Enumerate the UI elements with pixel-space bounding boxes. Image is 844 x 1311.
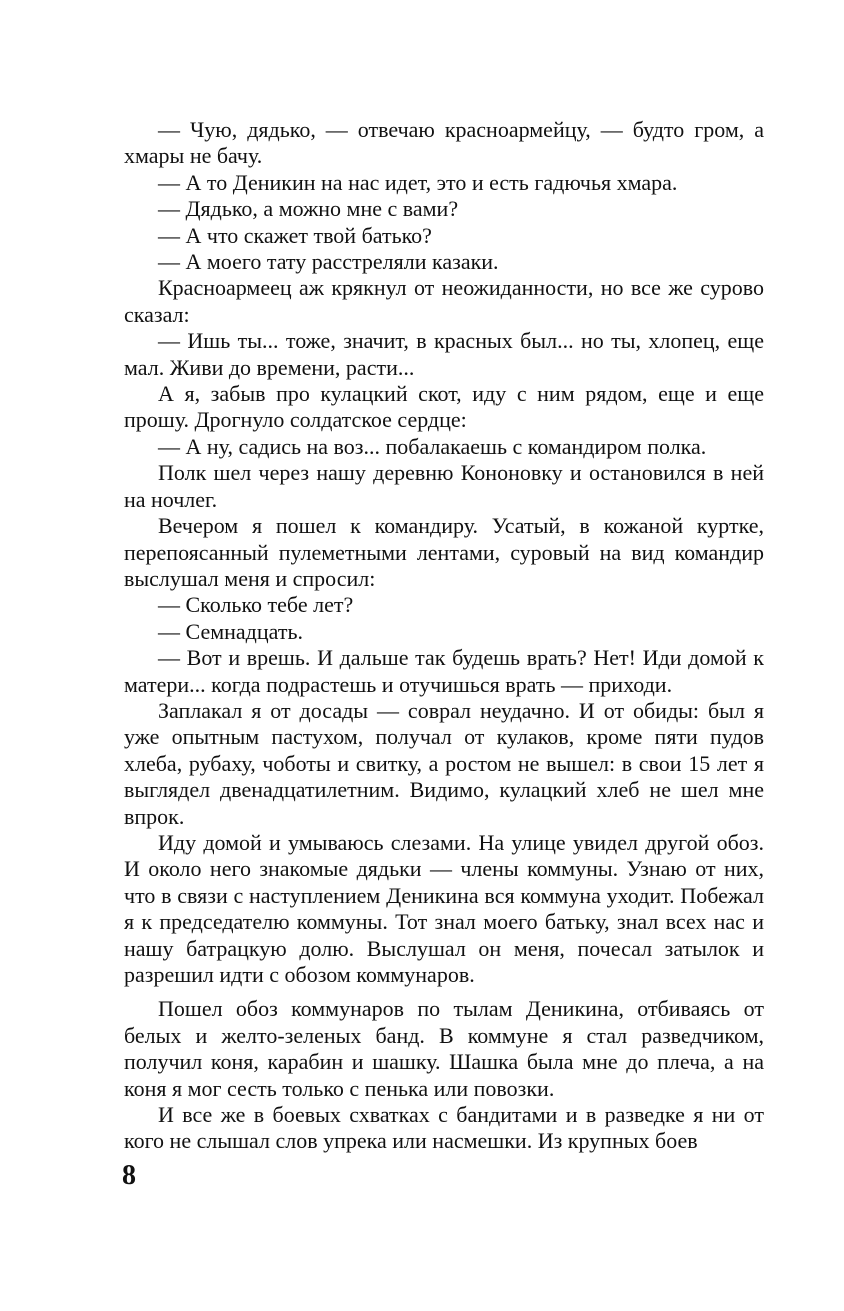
paragraph: — А моего тату расстреляли казаки. xyxy=(158,249,499,275)
paragraph: — Сколько тебе лет? xyxy=(158,592,354,618)
paragraph: — Ишь ты... тоже, значит, в красных был... но ты, хлопец, еще мал. Живи до времени, расти... xyxy=(124,328,764,380)
body-text xyxy=(124,117,764,1155)
paragraph: Иду домой и умываюсь слезами. На улице увидел другой обоз. И около него знакомые дядьки — члены коммуны. Узнаю от них, что в связи с наступлением Деникина вся коммуна уходит. Побежал я к председателю коммуны. Тот знал моего батьку, знал всех нас и нашу батрацкую долю. Выслушал он меня, почесал затылок и разрешил идти с обозом коммунаров. xyxy=(124,829,764,987)
paragraph: — Семнадцать. xyxy=(158,618,303,644)
paragraph: — Дядько, а можно мне с вами? xyxy=(158,196,459,222)
paragraph: — Чую, дядько, — отвечаю красноармейцу, — будто гром, а хмары не бачу. xyxy=(124,117,764,169)
paragraph: Вечером я пошел к командиру. Усатый, в кожаной куртке, перепоясанный пулеметными лентами, суровый на вид командир выслушал меня и спросил: xyxy=(124,513,764,591)
paragraph: — А что скажет твой батько? xyxy=(158,222,432,248)
page-number: 8 xyxy=(122,1160,136,1191)
paragraph: Пошел обоз коммунаров по тылам Деникина, отбиваясь от белых и желто-зеленых банд. В коммуне я стал разведчиком, получил коня, карабин и шашку. Шашка была мне до плеча, а на коня я мог сесть только с пенька или повозки. xyxy=(124,996,764,1101)
paragraph: А я, забыв про кулацкий скот, иду с ним рядом, еще и еще прошу. Дрогнуло солдатское сердце: xyxy=(124,381,764,433)
paragraph: — Вот и врешь. И дальше так будешь врать? Нет! Иди домой к матери... когда подрастешь и отучишься врать — приходи. xyxy=(124,645,764,697)
paragraph: — А ну, садись на воз... побалакаешь с командиром полка. xyxy=(158,433,707,459)
paragraph: И все же в боевых схватках с бандитами и в разведке я ни от кого не слышал слов упрека или насмешки. Из крупных боев xyxy=(124,1102,764,1154)
paragraph: Полк шел через нашу деревню Кононовку и остановился в ней на ночлег. xyxy=(124,460,764,512)
paragraph: Заплакал я от досады — соврал неудачно. И от обиды: был я уже опытным пастухом, получал от кулаков, кроме пяти пудов хлеба, рубаху, чоботы и свитку, а ростом не вышел: в свои 15 лет я выглядел двенадцатилетним. Видимо, кулацкий хлеб не шел мне впрок. xyxy=(124,697,764,829)
paragraph: — А то Деникин на нас идет, это и есть гадючья хмара. xyxy=(158,169,678,195)
paragraph: Красноармеец аж крякнул от неожиданности, но все же сурово сказал: xyxy=(124,275,764,327)
